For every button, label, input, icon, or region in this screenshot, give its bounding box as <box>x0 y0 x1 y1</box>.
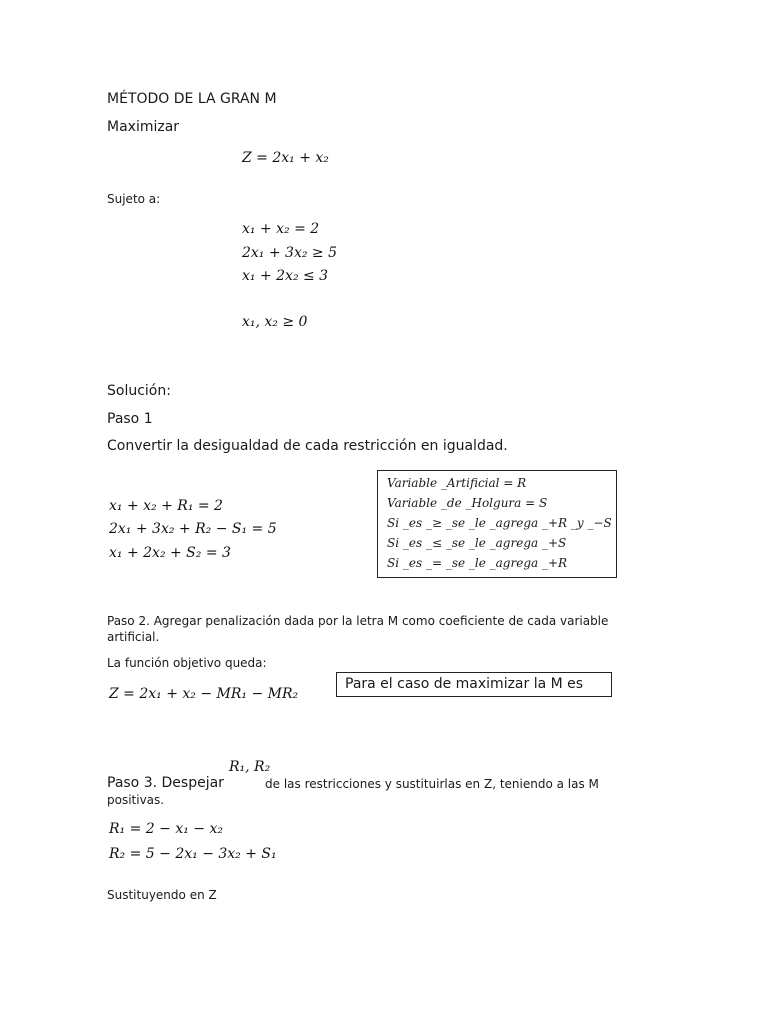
rule-equal: Si _es _= _se _le _agrega _+R <box>387 556 568 570</box>
maximize-label: Maximizar <box>107 119 180 135</box>
subject-to-label: Sujeto a: <box>107 192 161 206</box>
objective-result-label: La función objetivo queda: <box>107 656 267 670</box>
solution-label: Solución: <box>107 383 171 399</box>
step2-description-line1: Paso 2. Agregar penalización dada por la letra M como coeficiente de cada variable <box>107 614 609 628</box>
document-heading: MÉTODO DE LA GRAN M <box>107 91 277 107</box>
constraint-1: x₁ + x₂ = 2 <box>242 221 320 237</box>
rule-less-equal: Si _es _≤ _se _le _agrega _+S <box>387 536 567 550</box>
artificial-variables: R₁, R₂ <box>229 759 271 775</box>
constraint-2: 2x₁ + 3x₂ ≥ 5 <box>242 245 337 261</box>
constraint-3: x₁ + 2x₂ ≤ 3 <box>242 268 329 284</box>
objective-function: Z = 2x₁ + x₂ <box>242 150 329 166</box>
r1-expression: R₁ = 2 − x₁ − x₂ <box>109 821 223 837</box>
step2-description-line2: artificial. <box>107 630 160 644</box>
maximize-note-box: Para el caso de maximizar la M es <box>336 672 612 697</box>
standard-equation-1: x₁ + x₂ + R₁ = 2 <box>109 498 223 514</box>
step3-suffix: de las restricciones y sustituirlas en Z, teniendo a las M <box>265 777 599 791</box>
variable-rules-box <box>377 470 617 578</box>
standard-equation-2: 2x₁ + 3x₂ + R₂ − S₁ = 5 <box>109 521 277 537</box>
nonnegativity-constraint: x₁, x₂ ≥ 0 <box>242 314 308 330</box>
step1-description: Convertir la desigualdad de cada restricción en igualdad. <box>107 438 508 454</box>
standard-equation-3: x₁ + 2x₂ + S₂ = 3 <box>109 545 231 561</box>
rule-greater-equal: Si _es _≥ _se _le _agrega _+R _y _−S <box>387 516 612 530</box>
step3-prefix: Paso 3. Despejar <box>107 775 224 791</box>
substituting-label: Sustituyendo en Z <box>107 888 217 902</box>
step3-line2: positivas. <box>107 793 165 807</box>
r2-expression: R₂ = 5 − 2x₁ − 3x₂ + S₁ <box>109 846 277 862</box>
penalized-objective: Z = 2x₁ + x₂ − MR₁ − MR₂ <box>109 686 299 702</box>
step1-title: Paso 1 <box>107 411 153 427</box>
rule-slack: Variable _de _Holgura = S <box>387 496 548 510</box>
rule-artificial: Variable _Artificial = R <box>387 476 527 490</box>
